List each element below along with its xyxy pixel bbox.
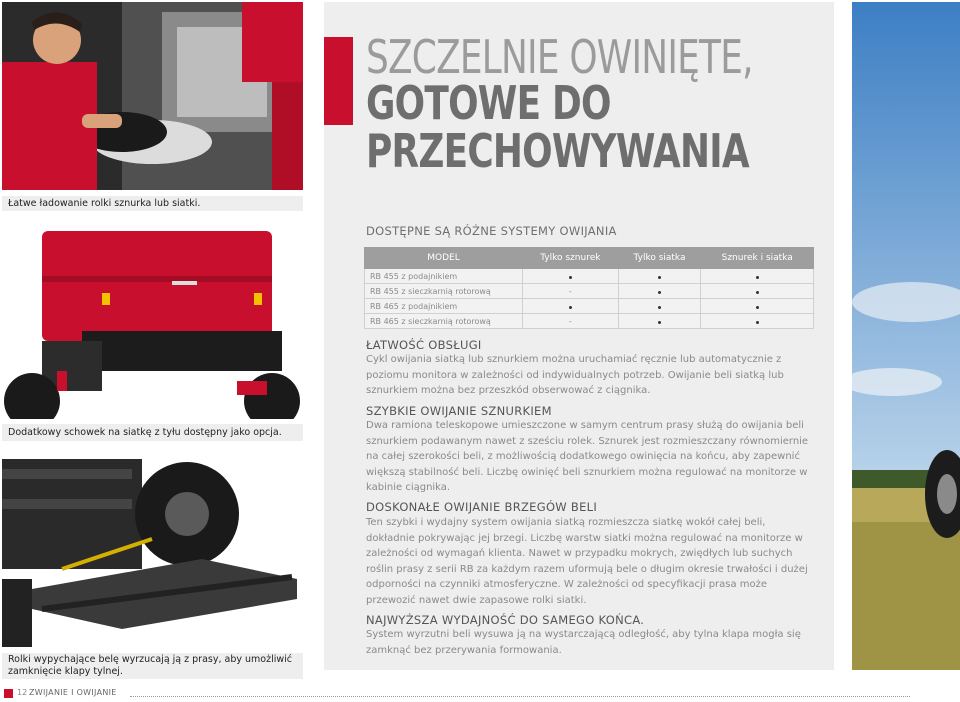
available-dot-icon (756, 321, 759, 324)
unavailable-dash: - (568, 286, 572, 296)
section-text: Dwa ramiona teleskopowe umieszczone w samym centrum prasy służą do owijania beli sznurkiem podawanym nawet z sześciu rolek. Sznurek jest rozmieszczany równomiernie na całej szerokości beli, z możliwością dodatkowego owinięcia na końcu, aby zapewnić większą stabilność beli. Liczbę owinięć beli sznurkiem można regulować na monitorze w kabinie ciągnika. (366, 420, 809, 493)
available-dot-icon (756, 276, 759, 279)
table-header: MODEL (365, 248, 523, 269)
title-line1: SZCZELNIE OWINIĘTE, (366, 30, 753, 84)
available-dot-icon (756, 306, 759, 309)
model-cell: RB 465 z sieczkarnią rotorową (365, 314, 523, 329)
available-dot-cell (618, 299, 701, 314)
section-text: System wyrzutni beli wysuwa ją na wystarczającą odległość, aby tylna klapa mogła się zamknąć bez przerywania formowania. (366, 629, 801, 656)
title-line3: PRZECHOWYWANIA (366, 124, 749, 178)
model-cell: RB 465 z podajnikiem (365, 299, 523, 314)
footer-red-mark (4, 689, 13, 698)
unavailable-dash-cell (523, 284, 619, 299)
available-dot-icon (658, 321, 661, 324)
unavailable-dash-cell (523, 314, 619, 329)
available-dot-icon (658, 291, 661, 294)
available-dot-cell (701, 284, 814, 299)
unavailable-dash: - (568, 316, 572, 326)
available-dot-icon (569, 276, 572, 279)
footer-section: ZWIJANIE I OWIJANIE (29, 688, 117, 697)
table-row (365, 284, 814, 299)
caption-photo1: Łatwe ładowanie rolki sznurka lub siatki. (2, 196, 303, 211)
page-number: 12 (17, 688, 28, 697)
available-dot-cell (701, 269, 814, 284)
available-dot-cell (618, 269, 701, 284)
wrapping-systems-subtitle: DOSTĘPNE SĄ RÓŻNE SYSTEMY OWIJANIA (366, 224, 617, 238)
model-cell: RB 455 z sieczkarnią rotorową (365, 284, 523, 299)
section-heading: SZYBKIE OWIJANIE SZNURKIEM (366, 404, 552, 418)
model-cell: RB 455 z podajnikiem (365, 269, 523, 284)
table-row (365, 299, 814, 314)
photo-bale-ejector (2, 459, 303, 647)
photo-loading-roll (2, 2, 303, 190)
available-dot-cell (618, 284, 701, 299)
wrapping-systems-table (364, 247, 814, 329)
accent-bar (324, 37, 353, 125)
table-header-row (365, 248, 814, 269)
section-text: Cykl owijania siatką lub sznurkiem można uruchamiać ręcznie lub automatycznie z poziomu monitora w zależności od indywidualnych potrzeb. Owijanie beli siatką lub sznurkiem można bez przeszkód obserwować z ciągnika. (366, 354, 784, 396)
available-dot-icon (658, 306, 661, 309)
available-dot-cell (523, 269, 619, 284)
section-text: Ten szybki i wydajny system owijania siatką rozmieszcza siatkę wokół całej beli, dokładnie pokrywając jej brzegi. Liczbę warstw siatki można regulować na monitorze w zależności od wymagań klienta. Nawet w przypadku mokrych, zwiędłych lub suchych roślin prasy z serii RB za każdym razem uformują bele o długim okresie trwałości i dużej odporności na czynniki atmosferyczne. W zależności od specyfikacji prasa może przewozić nawet dwie zapasowe rolki siatki. (366, 517, 808, 606)
available-dot-cell (523, 299, 619, 314)
table-header: Tylko sznurek (523, 248, 619, 269)
available-dot-cell (618, 314, 701, 329)
section-heading: NAJWYŻSZA WYDAJNOŚĆ DO SAMEGO KOŃCA. (366, 613, 645, 627)
available-dot-icon (569, 306, 572, 309)
table-row (365, 269, 814, 284)
photo-net-storage (2, 231, 303, 419)
section-heading: DOSKONAŁE OWIJANIE BRZEGÓW BELI (366, 500, 598, 514)
title-line2: GOTOWE DO (366, 76, 611, 130)
caption-photo2: Dodatkowy schowek na siatkę z tyłu dostępny jako opcja. (2, 424, 303, 441)
footer-rule (130, 696, 910, 697)
available-dot-cell (701, 299, 814, 314)
available-dot-icon (756, 291, 759, 294)
available-dot-cell (701, 314, 814, 329)
table-header: Sznurek i siatka (701, 248, 814, 269)
caption-photo3: Rolki wypychające belę wyrzucają ją z prasy, aby umożliwić zamknięcie klapy tylnej. (2, 653, 303, 679)
table-row (365, 314, 814, 329)
available-dot-icon (658, 276, 661, 279)
page-footer (0, 688, 960, 702)
section-heading: ŁATWOŚĆ OBSŁUGI (366, 338, 482, 352)
photo-field-tractor (852, 2, 960, 670)
table-header: Tylko siatka (618, 248, 701, 269)
